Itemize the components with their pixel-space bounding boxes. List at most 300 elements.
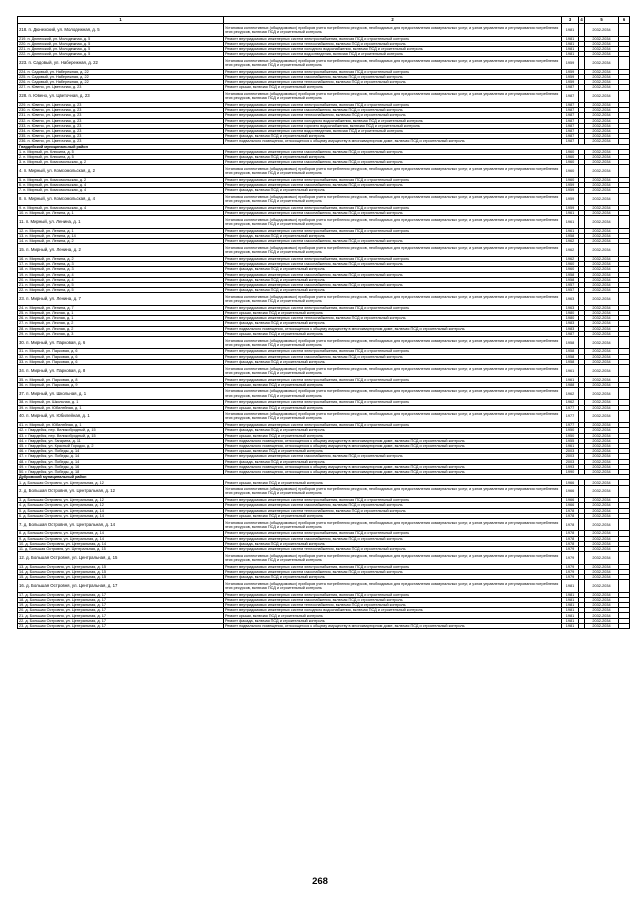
empty-cell — [619, 485, 630, 498]
year-cell: 1979 — [562, 575, 579, 580]
empty-cell — [619, 552, 630, 565]
year-cell: 1981 — [562, 52, 579, 57]
period-cell: 2032-2034 — [585, 155, 619, 160]
address-cell: 41. п. Мирный, ул. Юбилейная, д. 1 — [18, 423, 224, 428]
year-cell: 1958 — [562, 277, 579, 282]
header-col-1: 1 — [18, 17, 224, 24]
address-cell: 42. г. Гвардейск, пер. Великобродный, д. 15 — [18, 428, 224, 433]
address-cell: 11. п. Мирный, ул. Ленина, д. 1 — [18, 216, 224, 229]
period-cell: 2032-2034 — [585, 326, 619, 331]
work-type-cell: Установка коллективных (общедомовых) приборов учета потребления ресурсов, необходимых для предоставления коммунальных услуг, и узлов управления и регулирования потребления этих ресурсов, включая ПСД и строительный контроль — [224, 90, 562, 103]
address-cell: 22. п. Мирный, ул. Ленина, д. 5 — [18, 288, 224, 293]
address-cell: 21. д. Большая Островня, ул. Центральная, д. 17 — [18, 613, 224, 618]
year-cell: 1958 — [562, 234, 579, 239]
work-type-cell: Ремонт фасада, включая ПСД и строительный контроль — [224, 575, 562, 580]
header-col-2: 2 — [224, 17, 562, 24]
table-row — [18, 216, 630, 229]
table-row — [18, 518, 630, 531]
address-cell: 34. п. Мирный, ул. Парковая, д. 8 — [18, 364, 224, 377]
year-cell: 1961 — [562, 228, 579, 233]
year-cell: 1987 — [562, 85, 579, 90]
period-cell: 2032-2034 — [585, 498, 619, 503]
period-cell: 2032-2034 — [585, 216, 619, 229]
page-number: 268 — [312, 876, 328, 887]
work-type-cell: Ремонт внутридомовых инженерных систем теплоснабжения, включая ПСД и строительный контроль — [224, 546, 562, 551]
work-type-cell: Ремонт внутридомовых инженерных систем газоснабжения, включая ПСД и строительный контроль — [224, 503, 562, 508]
year-cell: 1958 — [562, 272, 579, 277]
year-cell: 1959 — [562, 206, 579, 211]
year-cell: 1966 — [562, 480, 579, 485]
address-cell: 12. д. Большая Островня, ул. Центральная, д. 15 — [18, 552, 224, 565]
period-cell: 2032-2034 — [585, 282, 619, 287]
year-cell: 1988 — [562, 382, 579, 387]
year-cell: 1981 — [562, 24, 579, 37]
address-cell: 29. п. Мирный, ул. Лесная, д. 3 — [18, 331, 224, 336]
period-cell: 2032-2034 — [585, 410, 619, 423]
work-type-cell: Ремонт фасада, включая ПСД и строительный контроль — [224, 134, 562, 139]
period-cell: 2032-2034 — [585, 592, 619, 597]
work-type-cell: Ремонт подвального помещения, относящегося к общему имуществу в многоквартирном доме, включая ПСД и строительный контроль — [224, 139, 562, 144]
address-cell: 236. п. Ювено, ул. Цветочная, д. 23 — [18, 139, 224, 144]
address-cell: 235. п. Ювено, ул. Цветочная, д. 23 — [18, 134, 224, 139]
work-type-cell: Ремонт внутридомовых инженерных систем теплоснабжения, включая ПСД и строительный контроль — [224, 508, 562, 513]
work-type-cell: Ремонт внутридомовых инженерных систем холодного водоснабжения, включая ПСД и строительный контроль — [224, 608, 562, 613]
year-cell: 1981 — [562, 618, 579, 623]
period-cell: 2032-2034 — [585, 193, 619, 206]
address-cell: 16. п. Мирный, ул. Ленина, д. 2 — [18, 256, 224, 261]
period-cell: 2032-2034 — [585, 310, 619, 315]
table-row — [18, 165, 630, 178]
period-cell: 2032-2034 — [585, 321, 619, 326]
year-cell: 1983 — [562, 321, 579, 326]
address-cell: 32. п. Мирный, ул. Парковая, д. 6 — [18, 354, 224, 359]
work-type-cell: Ремонт внутридомовых инженерных систем теплоснабжения, включая ПСД и строительный контроль — [224, 80, 562, 85]
period-cell: 2032-2034 — [585, 46, 619, 51]
work-type-cell: Ремонт внутридомовых инженерных систем электроснабжения, включая ПСД и строительный контроль — [224, 498, 562, 503]
empty-cell — [619, 57, 630, 70]
period-cell: 2032-2034 — [585, 382, 619, 387]
address-cell: 46. г. Гвардейск, ул. Победы, д. 14 — [18, 449, 224, 454]
year-cell: 1958 — [562, 336, 579, 349]
address-cell: 15. д. Большая Островня, ул. Центральная, д. 15 — [18, 575, 224, 580]
period-cell: 2032-2034 — [585, 464, 619, 469]
work-type-cell: Ремонт внутридомовых инженерных систем теплоснабжения, включая ПСД и строительный контроль — [224, 603, 562, 608]
period-cell: 2032-2034 — [585, 336, 619, 349]
address-cell: 233. п. Ювено, ул. Цветочная, д. 23 — [18, 123, 224, 128]
year-cell: 1962 — [562, 256, 579, 261]
address-cell: 225. п. Садовый, ул. Набережная, д. 22 — [18, 74, 224, 79]
address-cell: 11. д. Большая Островня, ул. Центральная, д. 15 — [18, 546, 224, 551]
year-cell: 1977 — [562, 423, 579, 428]
address-cell: 43. г. Гвардейск, пер. Великобродный, д. 15 — [18, 433, 224, 438]
year-cell: 1962 — [562, 244, 579, 257]
period-cell: 2032-2034 — [585, 149, 619, 154]
year-cell: 1980 — [562, 310, 579, 315]
work-type-cell: Ремонт внутридомовых инженерных систем теплоснабжения, включая ПСД и строительный контроль — [224, 316, 562, 321]
work-type-cell: Ремонт внутридомовых инженерных систем газоснабжения, включая ПСД и строительный контроль — [224, 211, 562, 216]
work-type-cell: Ремонт внутридомовых инженерных систем электроснабжения, включая ПСД и строительный контроль — [224, 228, 562, 233]
work-type-cell: Установка коллективных (общедомовых) приборов учета потребления ресурсов, необходимых для предоставления коммунальных услуг, и узлов управления и регулирования потребления этих ресурсов, включая ПСД и строительный контроль — [224, 24, 562, 37]
work-type-cell: Ремонт внутридомовых инженерных систем электроснабжения, включая ПСД и строительный контроль — [224, 349, 562, 354]
work-type-cell: Ремонт фасада, включая ПСД и строительный контроль — [224, 277, 562, 282]
work-type-cell: Ремонт внутридомовых инженерных систем газоснабжения, включая ПСД и строительный контроль — [224, 74, 562, 79]
year-cell: 1961 — [562, 211, 579, 216]
period-cell: 2032-2034 — [585, 183, 619, 188]
address-cell: 22. д. Большая Островня, ул. Центральная, д. 17 — [18, 618, 224, 623]
address-cell: 13. п. Мирный, ул. Ленина, д. 14 — [18, 234, 224, 239]
year-cell: 1977 — [562, 410, 579, 423]
work-type-cell: Установка коллективных (общедомовых) приборов учета потребления ресурсов, необходимых для предоставления коммунальных услуг, и узлов управления и регулирования потребления этих ресурсов, включая ПСД и строительный контроль — [224, 387, 562, 400]
year-cell: 1960 — [562, 262, 579, 267]
period-cell: 2032-2034 — [585, 272, 619, 277]
period-cell: 2032-2034 — [585, 405, 619, 410]
year-cell: 1987 — [562, 331, 579, 336]
period-cell: 2032-2034 — [585, 518, 619, 531]
work-type-cell: Ремонт подвального помещения, относящегося к общему имуществу в многоквартирном доме, включая ПСД и строительный контроль — [224, 326, 562, 331]
period-cell: 2032-2034 — [585, 485, 619, 498]
period-cell: 2032-2034 — [585, 623, 619, 628]
work-type-cell: Ремонт фасада, включая ПСД и строительный контроль — [224, 618, 562, 623]
address-cell: 4. п. Мирный, ул. Комсомольская, д. 2 — [18, 165, 224, 178]
year-cell: 1963 — [562, 305, 579, 310]
address-cell: 27. п. Мирный, ул. Лесная, д. 2 — [18, 321, 224, 326]
address-cell: 50. г. Гвардейск, ул. Победы, д. 18 — [18, 469, 224, 474]
address-cell: 3. п. Мирный, ул. Комсомольская, д. 2 — [18, 160, 224, 165]
address-cell: 230. п. Ювено, ул. Цветочная, д. 23 — [18, 108, 224, 113]
period-cell: 2032-2034 — [585, 90, 619, 103]
work-type-cell: Ремонт внутридомовых инженерных систем электроснабжения, включая ПСД и строительный контроль — [224, 36, 562, 41]
year-cell: 1960 — [562, 165, 579, 178]
header-col-5: 5 — [585, 17, 619, 24]
address-cell: 6. д. Большая Островня, ул. Центральная, д. 14 — [18, 513, 224, 518]
period-cell: 2032-2034 — [585, 459, 619, 464]
period-cell: 2032-2034 — [585, 508, 619, 513]
work-type-cell: Ремонт фасада, включая ПСД и строительный контроль — [224, 267, 562, 272]
year-cell: 1981 — [562, 592, 579, 597]
address-cell: 7. п. Мирный, ул. Комсомольская, д. 4 — [18, 188, 224, 193]
address-cell: 14. п. Мирный, ул. Ленина, д. 2 — [18, 239, 224, 244]
work-type-cell: Ремонт внутридомовых инженерных систем газоснабжения, включая ПСД и строительный контроль — [224, 454, 562, 459]
address-cell: 227. п. Ювено, ул. Цветочная, д. 23 — [18, 85, 224, 90]
work-type-cell: Ремонт внутридомовых инженерных систем газоснабжения, включая ПСД и строительный контроль — [224, 262, 562, 267]
period-cell: 2032-2034 — [585, 575, 619, 580]
year-cell: 1993 — [562, 464, 579, 469]
work-type-cell: Установка коллективных (общедомовых) приборов учета потребления ресурсов, необходимых для предоставления коммунальных услуг, и узлов управления и регулирования потребления этих ресурсов, включая ПСД и строительный контроль — [224, 364, 562, 377]
year-cell: 1959 — [562, 74, 579, 79]
address-cell: 222. п. Дюнехский, ул. Молодежная, д. 5 — [18, 52, 224, 57]
year-cell: 1981 — [562, 46, 579, 51]
address-cell: 35. п. Мирный, ул. Парковая, д. 8 — [18, 377, 224, 382]
work-type-cell: Ремонт внутридомовых инженерных систем электроснабжения, включая ПСД и строительный контроль — [224, 423, 562, 428]
work-type-cell: Ремонт внутридомовых инженерных систем газоснабжения, включая ПСД и строительный контроль — [224, 183, 562, 188]
address-cell: 223. п. Садовый, ул. Набережная, д. 22 — [18, 57, 224, 70]
period-cell: 2032-2034 — [585, 256, 619, 261]
period-cell: 2032-2034 — [585, 580, 619, 593]
address-cell: 23. п. Мирный, ул. Ленина, д. 7 — [18, 293, 224, 306]
work-type-cell: Ремонт подвального помещения, относящегося к общему имуществу в многоквартирном доме, включая ПСД и строительный контроль — [224, 469, 562, 474]
period-cell: 2032-2034 — [585, 454, 619, 459]
table-row — [18, 244, 630, 257]
section-title: Дубровский муниципальный район — [18, 475, 630, 480]
address-cell: 17. д. Большая Островня, ул. Центральная, д. 17 — [18, 592, 224, 597]
year-cell: 1960 — [562, 267, 579, 272]
year-cell: 1962 — [562, 400, 579, 405]
period-cell: 2032-2034 — [585, 438, 619, 443]
work-type-cell: Ремонт внутридомовых инженерных систем водоотведения, включая ПСД и строительный контроль — [224, 128, 562, 133]
work-type-cell: Ремонт крыши, включая ПСД и строительный контроль — [224, 331, 562, 336]
address-cell: 232. п. Ювено, ул. Цветочная, д. 23 — [18, 118, 224, 123]
empty-cell — [619, 580, 630, 593]
period-cell: 2032-2034 — [585, 288, 619, 293]
work-type-cell: Ремонт внутридомовых инженерных систем газоснабжения, включая ПСД и строительный контроль — [224, 354, 562, 359]
work-type-cell: Ремонт внутридомовых инженерных систем электроснабжения, включая ПСД и строительный контроль — [224, 305, 562, 310]
period-cell: 2032-2034 — [585, 400, 619, 405]
period-cell: 2032-2034 — [585, 139, 619, 144]
period-cell: 2032-2034 — [585, 267, 619, 272]
address-cell: 44. г. Гвардейск, ул. Гагарина, д. 11 — [18, 438, 224, 443]
period-cell: 2032-2034 — [585, 165, 619, 178]
period-cell: 2032-2034 — [585, 443, 619, 448]
work-type-cell: Установка коллективных (общедомовых) приборов учета потребления ресурсов, необходимых для предоставления коммунальных услуг, и узлов управления и регулирования потребления этих ресурсов, включая ПСД и строительный контроль — [224, 518, 562, 531]
year-cell: 1963 — [562, 293, 579, 306]
address-cell: 10. д. Большая Островня, ул. Центральная, д. 14 — [18, 541, 224, 546]
period-cell: 2032-2034 — [585, 160, 619, 165]
empty-cell — [619, 336, 630, 349]
year-cell: 1979 — [562, 552, 579, 565]
year-cell: 1978 — [562, 536, 579, 541]
period-cell: 2032-2034 — [585, 206, 619, 211]
table-row — [18, 552, 630, 565]
work-type-cell: Ремонт подвального помещения, относящегося к общему имуществу в многоквартирном доме, включая ПСД и строительный контроль — [224, 464, 562, 469]
table-row — [18, 580, 630, 593]
address-cell: 15. п. Мирный, ул. Ленина, д. 2 — [18, 244, 224, 257]
year-cell: 1957 — [562, 288, 579, 293]
work-type-cell: Ремонт внутридомовых инженерных систем газоснабжения, включая ПСД и строительный контроль — [224, 282, 562, 287]
year-cell: 1959 — [562, 188, 579, 193]
work-type-cell: Ремонт фасада, включая ПСД и строительный контроль — [224, 541, 562, 546]
year-cell: 1955 — [562, 438, 579, 443]
period-cell: 2032-2034 — [585, 349, 619, 354]
table-row — [18, 364, 630, 377]
work-type-cell: Ремонт крыши, включая ПСД и строительный контроль — [224, 85, 562, 90]
address-cell: 2. д. Большая Островня, ул. Центральная, д. 12 — [18, 485, 224, 498]
address-cell: 234. п. Ювено, ул. Цветочная, д. 23 — [18, 128, 224, 133]
period-cell: 2032-2034 — [585, 552, 619, 565]
work-type-cell: Ремонт крыши, включая ПСД и строительный контроль — [224, 449, 562, 454]
work-type-cell: Ремонт крыши, включая ПСД и строительный контроль — [224, 382, 562, 387]
period-cell: 2032-2034 — [585, 469, 619, 474]
address-cell: 219. п. Дюнехский, ул. Молодежная, д. 5 — [18, 36, 224, 41]
period-cell: 2032-2034 — [585, 618, 619, 623]
year-cell: 1981 — [562, 580, 579, 593]
address-cell: 25. п. Мирный, ул. Лесная, д. 1 — [18, 310, 224, 315]
period-cell: 2032-2034 — [585, 277, 619, 282]
year-cell: 1959 — [562, 69, 579, 74]
period-cell: 2032-2034 — [585, 423, 619, 428]
address-cell: 220. п. Дюнехский, ул. Молодежная, д. 5 — [18, 41, 224, 46]
year-cell: 1961 — [562, 377, 579, 382]
period-cell: 2032-2034 — [585, 128, 619, 133]
period-cell: 2032-2034 — [585, 569, 619, 574]
period-cell: 2032-2034 — [585, 123, 619, 128]
year-cell: 1978 — [562, 518, 579, 531]
empty-cell — [619, 244, 630, 257]
address-cell: 7. д. Большая Островня, ул. Центральная, д. 14 — [18, 518, 224, 531]
address-cell: 4. д. Большая Островня, ул. Центральная, д. 12 — [18, 503, 224, 508]
year-cell: 1981 — [562, 597, 579, 602]
work-type-cell: Ремонт подвального помещения, относящегося к общему имуществу в многоквартирном доме, включая ПСД и строительный контроль — [224, 438, 562, 443]
work-type-cell: Ремонт подвального помещения, относящегося к общему имуществу в многоквартирном доме, включая ПСД и строительный контроль — [224, 443, 562, 448]
period-cell: 2032-2034 — [585, 244, 619, 257]
year-cell: 1958 — [562, 354, 579, 359]
year-cell: 1979 — [562, 546, 579, 551]
year-cell: 1979 — [562, 564, 579, 569]
empty-cell — [619, 165, 630, 178]
year-cell: 1966 — [562, 503, 579, 508]
year-cell: 1958 — [562, 349, 579, 354]
work-type-cell: Ремонт внутридомовых инженерных систем газоснабжения, включая ПСД и строительный контроль — [224, 272, 562, 277]
period-cell: 2032-2034 — [585, 103, 619, 108]
work-type-cell: Ремонт внутридомовых инженерных систем теплоснабжения, включая ПСД и строительный контроль — [224, 113, 562, 118]
period-cell: 2032-2034 — [585, 234, 619, 239]
work-type-cell: Ремонт внутридомовых инженерных систем электроснабжения, включая ПСД и строительный контроль — [224, 377, 562, 382]
year-cell: 1960 — [562, 155, 579, 160]
year-cell: 1960 — [562, 160, 579, 165]
period-cell: 2032-2034 — [585, 74, 619, 79]
period-cell: 2032-2034 — [585, 85, 619, 90]
work-type-cell: Ремонт внутридомовых инженерных систем электроснабжения, включая ПСД и строительный контроль — [224, 592, 562, 597]
address-cell: 1. п. Мирный, ул. Клюкина, д. 5 — [18, 149, 224, 154]
period-cell: 2032-2034 — [585, 433, 619, 438]
year-cell: 1987 — [562, 128, 579, 133]
year-cell: 1987 — [562, 139, 579, 144]
address-cell: 1. д. Большая Островня, ул. Центральная, д. 12 — [18, 480, 224, 485]
empty-cell — [619, 216, 630, 229]
work-type-cell: Ремонт крыши, включая ПСД и строительный контроль — [224, 613, 562, 618]
period-cell: 2032-2034 — [585, 480, 619, 485]
address-cell: 18. д. Большая Островня, ул. Центральная, д. 17 — [18, 597, 224, 602]
period-cell: 2032-2034 — [585, 503, 619, 508]
period-cell: 2032-2034 — [585, 188, 619, 193]
work-type-cell: Ремонт фасада, включая ПСД и строительный контроль — [224, 234, 562, 239]
year-cell: 1978 — [562, 531, 579, 536]
year-cell: 1990 — [562, 469, 579, 474]
address-cell: 8. п. Мирный, ул. Комсомольская, д. 4 — [18, 193, 224, 206]
work-type-cell: Установка коллективных (общедомовых) приборов учета потребления ресурсов, необходимых для предоставления коммунальных услуг, и узлов управления и регулирования потребления этих ресурсов, включая ПСД и строительный контроль — [224, 336, 562, 349]
address-cell: 40. п. Мирный, ул. Юбилейная, д. 1 — [18, 410, 224, 423]
period-cell: 2032-2034 — [585, 364, 619, 377]
period-cell: 2032-2034 — [585, 52, 619, 57]
work-type-cell: Ремонт фасада, включая ПСД и строительный контроль — [224, 188, 562, 193]
period-cell: 2032-2034 — [585, 239, 619, 244]
address-cell: 218. п. Дюнехский, ул. Молодежная, д. 5 — [18, 24, 224, 37]
address-cell: 21. п. Мирный, ул. Ленина, д. 5 — [18, 282, 224, 287]
table-row — [18, 90, 630, 103]
address-cell: 14. д. Большая Островня, ул. Центральная, д. 15 — [18, 569, 224, 574]
period-cell: 2032-2034 — [585, 293, 619, 306]
work-type-cell: Ремонт фасада, включая ПСД и строительный контроль — [224, 428, 562, 433]
address-cell: 19. д. Большая Островня, ул. Центральная, д. 17 — [18, 603, 224, 608]
address-cell: 229. п. Ювено, ул. Цветочная, д. 23 — [18, 103, 224, 108]
period-cell: 2032-2034 — [585, 108, 619, 113]
year-cell: 1981 — [562, 608, 579, 613]
document-page — [17, 16, 629, 629]
period-cell: 2032-2034 — [585, 428, 619, 433]
address-cell: 17. п. Мирный, ул. Ленина, д. 3 — [18, 262, 224, 267]
empty-cell — [619, 193, 630, 206]
year-cell: 1981 — [562, 41, 579, 46]
work-type-cell: Ремонт внутридомовых инженерных систем электроснабжения, включая ПСД и строительный контроль — [224, 256, 562, 261]
table-row — [18, 24, 630, 37]
table-row — [18, 293, 630, 306]
year-cell: 1987 — [562, 103, 579, 108]
table-row — [18, 485, 630, 498]
period-cell: 2032-2034 — [585, 536, 619, 541]
work-type-cell: Ремонт внутридомовых инженерных систем электроснабжения, включая ПСД и строительный контроль — [224, 400, 562, 405]
empty-cell — [619, 410, 630, 423]
address-cell: 5. д. Большая Островня, ул. Центральная, д. 14 — [18, 508, 224, 513]
address-cell: 45. г. Гвардейск, ул. Красный Городок, д. 2 — [18, 443, 224, 448]
year-cell: 2003 — [562, 459, 579, 464]
period-cell: 2032-2034 — [585, 546, 619, 551]
address-cell: 13. д. Большая Островня, ул. Центральная, д. 15 — [18, 564, 224, 569]
address-cell: 9. д. Большая Островня, ул. Центральная, д. 14 — [18, 536, 224, 541]
period-cell: 2032-2034 — [585, 262, 619, 267]
year-cell: 1958 — [562, 359, 579, 364]
period-cell: 2032-2034 — [585, 305, 619, 310]
work-type-cell: Установка коллективных (общедомовых) приборов учета потребления ресурсов, необходимых для предоставления коммунальных услуг, и узлов управления и регулирования потребления этих ресурсов, включая ПСД и строительный контроль — [224, 165, 562, 178]
year-cell: 1961 — [562, 443, 579, 448]
empty-cell — [619, 293, 630, 306]
work-type-cell: Ремонт фасада, включая ПСД и строительный контроль — [224, 321, 562, 326]
table-row — [18, 387, 630, 400]
year-cell: 1959 — [562, 57, 579, 70]
period-cell: 2032-2034 — [585, 608, 619, 613]
year-cell: 1981 — [562, 36, 579, 41]
header-row — [18, 17, 630, 24]
work-type-cell: Установка коллективных (общедомовых) приборов учета потребления ресурсов, необходимых для предоставления коммунальных услуг, и узлов управления и регулирования потребления этих ресурсов, включая ПСД и строительный контроль — [224, 193, 562, 206]
period-cell: 2032-2034 — [585, 354, 619, 359]
period-cell: 2032-2034 — [585, 359, 619, 364]
section-title: Гвардейский муниципальный район — [18, 144, 630, 149]
table-row — [18, 57, 630, 70]
year-cell: 1966 — [562, 485, 579, 498]
address-cell: 38. п. Мирный, ул. Школьная, д. 1 — [18, 400, 224, 405]
table-row — [18, 410, 630, 423]
work-type-cell: Ремонт внутридомовых инженерных систем теплоснабжения, включая ПСД и строительный контроль — [224, 41, 562, 46]
work-type-cell: Ремонт внутридомовых инженерных систем газоснабжения, включая ПСД и строительный контроль — [224, 536, 562, 541]
year-cell: 1979 — [562, 569, 579, 574]
work-type-cell: Ремонт внутридомовых инженерных систем горячего водоснабжения, включая ПСД и строительный контроль — [224, 123, 562, 128]
year-cell: 1959 — [562, 193, 579, 206]
address-cell: 28. п. Мирный, ул. Лесная, д. 2 — [18, 326, 224, 331]
work-type-cell: Ремонт внутридомовых инженерных систем газоснабжения, включая ПСД и строительный контроль — [224, 597, 562, 602]
period-cell: 2032-2034 — [585, 24, 619, 37]
work-type-cell: Установка коллективных (общедомовых) приборов учета потребления ресурсов, необходимых для предоставления коммунальных услуг, и узлов управления и регулирования потребления этих ресурсов, включая ПСД и строительный контроль — [224, 216, 562, 229]
year-cell: 1987 — [562, 113, 579, 118]
work-type-cell: Ремонт внутридомовых инженерных систем электроснабжения, включая ПСД и строительный контроль — [224, 531, 562, 536]
year-cell: 1961 — [562, 364, 579, 377]
empty-cell — [619, 387, 630, 400]
work-type-cell: Установка коллективных (общедомовых) приборов учета потребления ресурсов, необходимых для предоставления коммунальных услуг, и узлов управления и регулирования потребления этих ресурсов, включая ПСД и строительный контроль — [224, 410, 562, 423]
year-cell: 1978 — [562, 541, 579, 546]
address-cell: 20. п. Мирный, ул. Ленина, д. 4 — [18, 277, 224, 282]
work-type-cell: Ремонт крыши, включая ПСД и строительный контроль — [224, 513, 562, 518]
period-cell: 2032-2034 — [585, 377, 619, 382]
address-cell: 19. п. Мирный, ул. Ленина, д. 4 — [18, 272, 224, 277]
address-cell: 5. п. Мирный, ул. Комсомольская, д. 2 — [18, 177, 224, 182]
year-cell: 1961 — [562, 216, 579, 229]
